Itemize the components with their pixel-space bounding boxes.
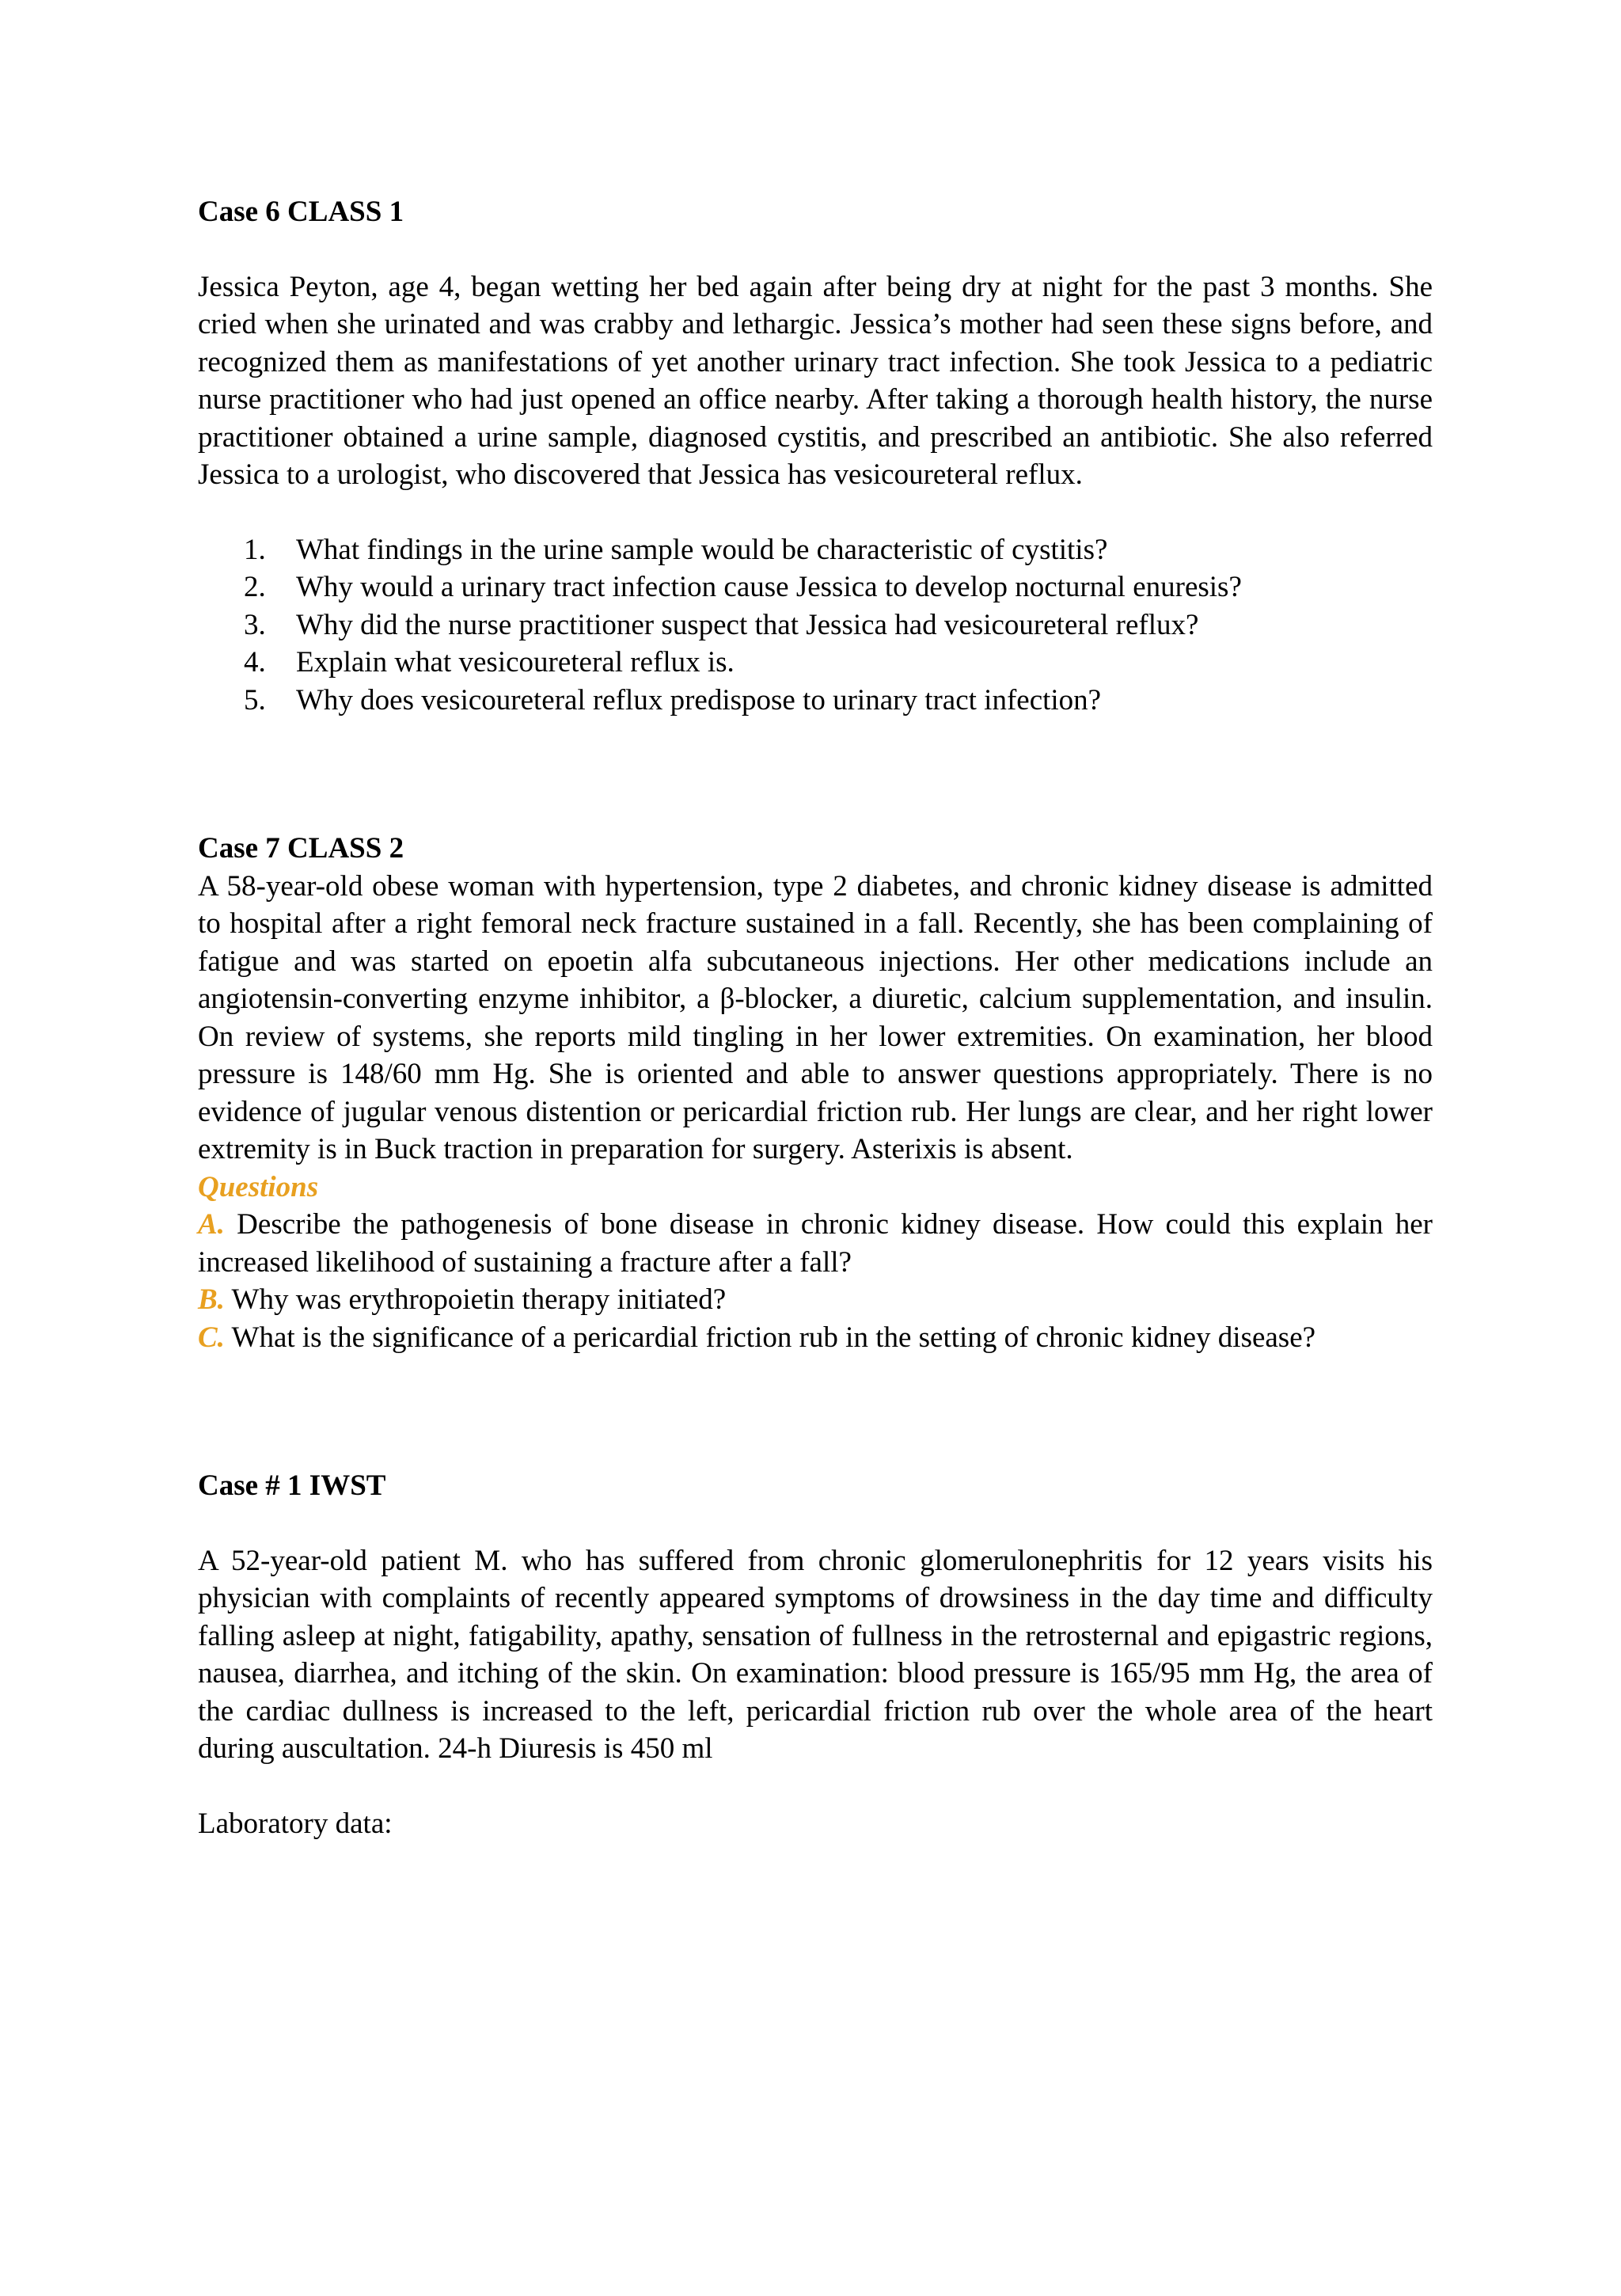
question-text: Describe the pathogenesis of bone disease in chronic kidney disease. How could this explain her increased likelihood of sustaining a fracture after a fall? [198,1208,1433,1279]
question-letter: A. [198,1208,225,1241]
question-text: Explain what vesicoureteral reflux is. [296,646,735,679]
question-text: Why would a urinary tract infection cause Jessica to develop nocturnal enuresis? [296,571,1242,603]
question-text: Why did the nurse practitioner suspect that Jessica had vesicoureteral reflux? [296,608,1199,641]
list-item [244,606,1433,644]
case-7-narrative: A 58-year-old obese woman with hypertension, type 2 diabetes, and chronic kidney disease is admitted to hospital after a right femoral neck fracture sustained in a fall. Recently, she has been complaining of fatigue and was started on epoetin alfa subcutaneous injections. Her other medications include an angiotensin-converting enzyme inhibitor, a β-blocker, a diuretic, calcium supplementation, and insulin. On review of systems, she reports mild tingling in her lower extremities. On examination, her blood pressure is 148/60 mm Hg. She is oriented and able to answer questions appropriately. There is no evidence of jugular venous distention or pericardial friction rub. Her lungs are clear, and her right lower extremity is in Buck traction in preparation for surgery. Asterixis is absent. [198,869,1433,1165]
case-6-question-list [198,531,1433,720]
laboratory-data-label: Laboratory data: [198,1807,393,1840]
case-7-section [198,830,1433,1356]
list-item [244,682,1433,720]
case-1-section [198,1467,1433,1842]
page-content [198,193,1433,1842]
list-item [244,644,1433,682]
question-number: 5. [244,683,266,717]
list-item [244,531,1433,569]
case-6-narrative: Jessica Peyton, age 4, began wetting her bed again after being dry at night for the past 3 months. She cried when she urinated and was crabby and lethargic. Jessica’s mother had seen these signs before, and recognized them as manifestations of yet another urinary tract infection. She took Jessica to a pediatric nurse practitioner who had just opened an office nearby. After taking a thorough health history, the nurse practitioner obtained a urine sample, diagnosed cystitis, and prescribed an antibiotic. She also referred Jessica to a urologist, who discovered that Jessica has vesicoureteral reflux. [198,270,1433,491]
case-6-section [198,193,1433,719]
question-number: 3. [244,608,266,641]
list-item [244,568,1433,606]
questions-label: Questions [198,1170,319,1203]
question-text: What findings in the urine sample would be characteristic of cystitis? [296,533,1108,566]
question-letter: B. [198,1283,225,1316]
case-7-question-a [198,1206,1433,1281]
question-text: What is the significance of a pericardial friction rub in the setting of chronic kidney disease? [231,1321,1316,1354]
question-number: 1. [244,533,266,566]
question-number: 2. [244,571,266,603]
question-letter: C. [198,1321,225,1354]
case-7-heading: Case 7 CLASS 2 [198,832,404,865]
case-1-narrative: A 52-year-old patient M. who has suffered from chronic glomerulonephritis for 12 years visits his physician with complaints of recently appeared symptoms of drowsiness in the day time and difficulty falling asleep at night, fatigability, apathy, sensation of fullness in the retrosternal and epigastric regions, nausea, diarrhea, and itching of the skin. On examination: blood pressure is 165/95 mm Hg, the area of the cardiac dullness is increased to the left, pericardial friction rub over the whole area of the heart during auscultation. 24-h Diuresis is 450 ml [198,1544,1433,1765]
question-text: Why was erythropoietin therapy initiated? [231,1283,727,1316]
case-7-question-c [198,1319,1433,1357]
question-number: 4. [244,646,266,679]
case-6-heading: Case 6 CLASS 1 [198,196,404,228]
case-1-heading: Case # 1 IWST [198,1469,386,1502]
question-text: Why does vesicoureteral reflux predispose to urinary tract infection? [296,683,1102,717]
case-7-question-b [198,1281,1433,1319]
